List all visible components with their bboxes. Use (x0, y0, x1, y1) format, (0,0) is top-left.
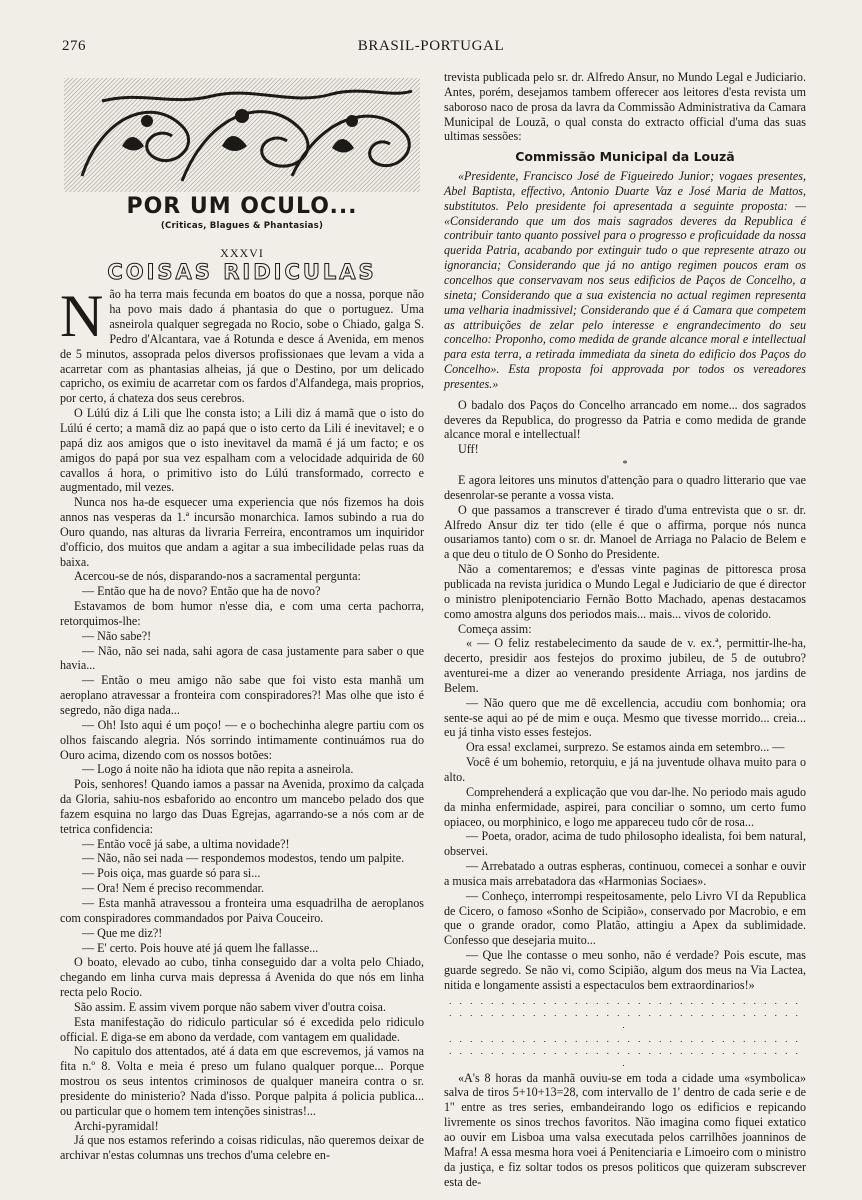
paragraph: Uff! (458, 442, 479, 457)
paragraph: Estavamos de bom humor n'esse dia, e com uma certa pachorra, retorquimos-lhe: (60, 599, 424, 628)
paragraph: Começa assim: (458, 621, 532, 636)
dialog-line: — Não sabe?! (82, 628, 152, 643)
paragraph: O badalo dos Paços do Concelho arrancado em nome... dos sagrados deveres da Republica, do progresso da Patria e como medida de grande alcance moral e intellectual! (444, 397, 806, 442)
dialog-line: — Então o meu amigo não sabe que foi visto esta manhã um aeroplano atravessar a fronteira com conspiradores?! Mas olhe que isto é segredo, não diga nada... (60, 673, 424, 717)
dialog-line: — E' certo. Pois houve até já quem lhe fallasse... (82, 940, 319, 955)
paragraph: Pois, senhores! Quando iamos a passar na Avenida, proximo da calçada da Gloria, sahiu-nos esbaforido ao encontro um mancebo pelado dos que fazem esquina no largo das Duas Egrejas, agarrando-se a nós com ar de tetrica confidencia: (60, 777, 424, 836)
dialog-line: — Oh! Isto aqui é um poço! — e o bochechinha alegre partiu com os olhos faiscando alegria. Nós sorrindo intimamente continuámos rua do Ouro acima, dizendo com os nossos botões: (60, 717, 424, 762)
running-title: BRASIL-PORTUGAL (357, 38, 505, 54)
paragraph: Esta manifestação do ridiculo particular só é excedida pelo ridiculo official. E diga-se em abono da verdade, com vantagem em qualidade. (60, 1014, 424, 1044)
dialog-line: — Ora! Nem é preciso recommendar. (82, 881, 265, 896)
dialog-line: — Esta manhã atravessou a fronteira uma esquadrilha de aeroplanos com conspiradores commandados por Paiva Couceiro. (60, 895, 424, 925)
paragraph: E agora leitores uns minutos d'attenção para o quadro litterario que vae desenrolar-se perante a vossa vista. (444, 473, 806, 502)
dialog-line: Comprehenderá a explicação que vou dar-lhe. No periodo mais agudo da minha enfermidade, aspirei, para conciliar o somno, um certo fumo opiaceo, ou morphinico, e logo me appareceu tudo côr de rosa... (444, 784, 806, 829)
paragraph: São assim. E assim vivem porque não sabem viver d'outra coisa. (74, 999, 386, 1014)
dialog-line: — Que lhe contasse o meu sonho, não é verdade? Pois escute, mas guarde segredo. Se não vi, como Scipião, algum dos meus na Via Lactea, nitida e longamente assisti a espectaculos bem extraordinarios!» (444, 948, 806, 992)
quoted-minutes: «Presidente, Francisco José de Figueiredo Junior; vogaes presentes, Abel Baptista, effectivo, Antonio Duarte Vaz e José Maria de Mattos, substitutos. Pelo presidente foi apresentada a seguinte proposta: — «Considerando que um dos mais sagrados deveres da Republica é contribuir tanto quanto possivel para o progresso e proficuidade da nossa querida Patria, acabando por extinguir tudo o que represente atrazo ou ignorancia; Considerando que já no antigo regimen poucos eram os concelhos que conservavam nos seus edificios de Paços de Concelho, a sineta; Considerando que a sua existencia no actual regimen representa uma velharia inadmissivel; Considerando que é á Camara que competem as attribuições de zelar pelo interesse e engrandecimento do seu concelho: Proponho, como medida de grande alcance moral e intellectual para esta terra, a retirada immediata da sineta do edificio dos Paços do Concelho». Esta proposta foi approvada por todos os vereadores presentes.» (444, 169, 806, 391)
dialog-line: — Então você já sabe, a ultima novidade?! (82, 836, 290, 851)
dialog-line: — Conheço, interrompi respeitosamente, pelo Livro VI da Republica de Cicero, o famoso «Sonho de Scipião», conservado por Macrobio, e em que o grande orador, como Platão, attingiu a Apex da sublimidade. Confesso que desejaria muito... (444, 888, 806, 948)
right-column (444, 70, 806, 1189)
chapter-title: COISAS RIDICULAS (107, 259, 377, 284)
paragraph: O boato, elevado ao cubo, tinha conseguido dar a volta pelo Chiado, chegando em linha curva mais depressa á Avenida do que nós em linha recta pelo Rocio. (60, 955, 424, 1000)
left-column (60, 70, 424, 1163)
commission-heading: Commissão Municipal da Louzã (515, 149, 735, 165)
dialog-line: — Pois oiça, mas guarde só para si... (82, 866, 261, 881)
paragraph: O que passamos a transcrever é tirado d'uma entrevista que o sr. dr. Alfredo Ansur diz ter tido (elle é que o affirma, porque nós nunca ousariamos tanto) com o sr. dr. Manoel de Arriaga no Palacio de Belem e a que deu o titulo de O Sonho do Presidente. (444, 502, 806, 562)
paragraph: Não a comentaremos; e d'essas vinte paginas de pittoresca prosa publicada na revista juridica o Mundo Legal e Judiciario de que é director o ministro plenipotenciario Fernão Botto Machado, apenas destacamos como amostra alguns dos periodos mais... mais... vivos de colorido. (444, 562, 806, 621)
ornament-illustration (62, 76, 422, 194)
dotted-separator: . . . . . . . . . . . . . . . . . . . . . . . . . . . . . . . . . . . . . . . . . . . . . . . . . . . . . . . . . . . . . . . . . . . . . (449, 1033, 801, 1068)
dialog-line: — Arrebatado a outras espheras, continuou, comecei a sonhar e ouvir a musica mais arrebatadora das «Harmonias Sociaes». (444, 859, 806, 888)
section-title: POR UM OCULO... (126, 194, 358, 219)
dialog-line: — Não quero que me dê excellencia, accudiu com bonhomia; ora sente-se aqui ao pé de mim e ouça. Mesmo que tivesse morrido... creia... eu já tinha visto esses festejos. (444, 695, 806, 740)
dialog-line: — Não, não sei nada — respondemos modestos, tendo um palpite. (82, 851, 405, 866)
first-paragraph-text: ão ha terra mais fecunda em boatos do que a nossa, porque não ha povo mais dado á phantasia do que o portuguez. Uma asneirola qualquer segregada no Rocio, sobe o Chiado, galga S. Pedro d'Alcantara, vae á Rotunda e desce á Avenida, em menos de 5 minutos, assoprada pelos diversos profissionaes que levam a vida a acarretar com as phantasias alheias, já que o Destino, por um delicado capricho, os eximiu de acarretar com os fardos d'Alfandega, mais proprios, por certo, á chateza dos seus cerebros. (60, 287, 424, 406)
dialog-line: « — O feliz restabelecimento da saude de v. ex.ª, permittir-lhe-ha, decerto, presidir aos festejos do proximo jubileu, de 5 de outubro? aventurei-me a dizer ao venerando presidente Arriaga, nos jardins de Belem. (444, 636, 806, 695)
dialog-line: — Que me diz?! (82, 925, 163, 940)
chapter-number: XXXVI (220, 245, 264, 260)
paragraph: O Lúlú diz á Lili que lhe consta isto; a Lili diz á mamã que o isto do Lúlú é certo; a mamã diz ao papá que o isto certo da Lili é inevitavel; e o papá diz aos amigos que o isto inevitavel da mamã é já um facto; e os amigos do papá por sua vez espalham com a velocidade adquirida de 60 cavallos á hora, o primitivo isto do Lúlú transformado, correcto e augmentado, mil vezes. (60, 406, 424, 495)
dialog-line: — Então que ha de novo? Então que ha de novo? (82, 584, 321, 599)
dialog-line: — Não, não sei nada, sahi agora de casa justamente para saber o que havia... (60, 643, 424, 673)
drop-cap: N (60, 283, 104, 350)
paragraph: Nunca nos ha-de esquecer uma experiencia que nós fizemos ha dois annos nas vesperas da 1.ª incursão monarchica. Iamos subindo a rua do Ouro quando, nas alturas da livraria Ferreira, encontramos um inquiridor d'officio, dos muitos que andam a agitar a sua imbecilidade pelas ruas da baixa. (60, 495, 424, 569)
page-number: 276 (62, 38, 86, 54)
dotted-separator: . . . . . . . . . . . . . . . . . . . . . . . . . . . . . . . . . . . . . . . . . . . . . . . . . . . . . . . . . . . . . . . . . . . . . (449, 995, 801, 1030)
intro-paragraph: trevista publicada pelo sr. dr. Alfredo Ansur, no Mundo Legal e Judiciario. Antes, porém, desejamos tambem offerecer aos leitores d'esta revista um saboroso naco de prosa da lavra da Commissão Administrativa da Camara Municipal de Louzã, o qual consta do extracto official d'uma das suas ultimas sessões: (444, 70, 806, 144)
first-paragraph (60, 283, 424, 406)
paragraph: Acercou-se de nós, disparando-nos a sacramental pergunta: (74, 569, 361, 584)
dialog-line: — Poeta, orador, acima de tudo philosopho idealista, foi bem natural, observei. (444, 829, 806, 859)
paragraph: Já que nos estamos referindo a coisas ridiculas, não queremos deixar de archivar n'estas columnas uns trechos d'uma celebre en- (60, 1133, 424, 1163)
dialog-line: Ora essa! exclamei, surprezo. Se estamos ainda em setembro... — (466, 740, 785, 755)
asterisk-separator: * (622, 459, 628, 471)
paragraph: Archi-pyramidal! (74, 1118, 159, 1133)
section-subtitle: (Criticas, Blagues & Phantasias) (160, 220, 324, 231)
dialog-line: — Logo á noite não ha idiota que não repita a asneirola. (82, 762, 354, 777)
paragraph: No capitulo dos attentados, até á data em que escrevemos, já vamos na fita n.º 8. Volta e meia é preso um fulano qualquer porque... Porque mostrou os seus intentos criminosos de qualquer maneira contra o sr. presidente do ministerio? Nada d'isso. Porque palpita á policia publica... ou particular que o homem tem intenções sinistras!... (60, 1044, 424, 1118)
paragraph: «A's 8 horas da manhã ouviu-se em toda a cidade uma «symbolica» salva de tiros 5+10+13=28, com intervallo de 1' dentro de cada serie e de 1'' entre as tres series, embandeirando logo os edificios e repicando livremente os sinos trechos favoritos. Não imagina como fiquei extatico ao ouvir em Lisboa uma valsa executada pelos carrilhões joanninos de Mafra! A essa mesma hora voei á Penitenciaria e Limoeiro com o ministro da justiça, e fiz soltar todos os presos politicos que quizeram subscrever esta de- (444, 1070, 806, 1189)
dialog-line: Você é um bohemio, retorquiu, e já na juventude olhava muito para o alto. (444, 755, 806, 784)
